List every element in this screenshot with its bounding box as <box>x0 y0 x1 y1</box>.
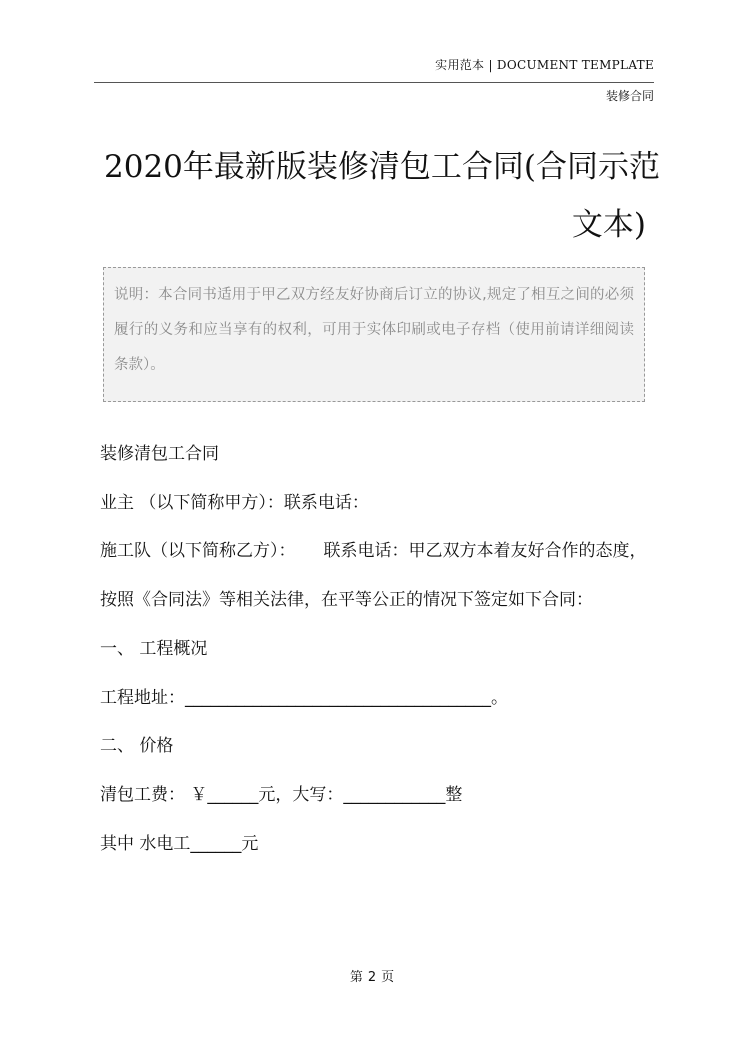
party-b-label: 施工队（以下简称乙方）： <box>100 541 296 562</box>
instruction-note-text: 说明：本合同书适用于甲乙双方经友好协商后订立的协议,规定了相互之间的必须履行的义务和应当享有的权利，可用于实体印刷或电子存档（使用前请详细阅读条款）。 <box>114 287 634 373</box>
footer-prefix: 第 <box>349 970 363 985</box>
party-a-line: 业主 （以下简称甲方）：联系电话： <box>100 492 369 513</box>
title-line-2: 文本) <box>571 207 646 243</box>
section-2-heading: 二、 价格 <box>100 736 174 757</box>
labor-fee-line: 清包工费： ￥______元，大写：____________整 <box>100 784 463 805</box>
project-address-line: 工程地址：____________________________________。 <box>100 687 508 708</box>
section-1-heading: 一、 工程概况 <box>100 638 208 659</box>
electrician-fee-line: 其中 水电工______元 <box>100 833 259 854</box>
footer-suffix: 页 <box>381 970 395 985</box>
contract-body <box>100 430 656 868</box>
party-b-paragraph <box>100 527 656 624</box>
page-footer <box>0 966 744 985</box>
header-category: 装修合同 <box>605 89 654 103</box>
party-b-text: 联系电话：甲乙双方本着友好合作的态度，按照《合同法》等相关法律，在平等公正的情况下签定如下合同： <box>100 541 647 611</box>
instruction-note-box <box>103 267 645 402</box>
page-number: 2 <box>367 970 377 985</box>
header-brand: 实用范本 | DOCUMENT TEMPLATE <box>435 58 654 72</box>
document-title <box>80 138 684 254</box>
contract-heading: 装修清包工合同 <box>100 444 219 464</box>
header-divider <box>94 82 654 83</box>
title-line-1: 2020年最新版装修清包工合同(合同示范 <box>104 149 660 185</box>
